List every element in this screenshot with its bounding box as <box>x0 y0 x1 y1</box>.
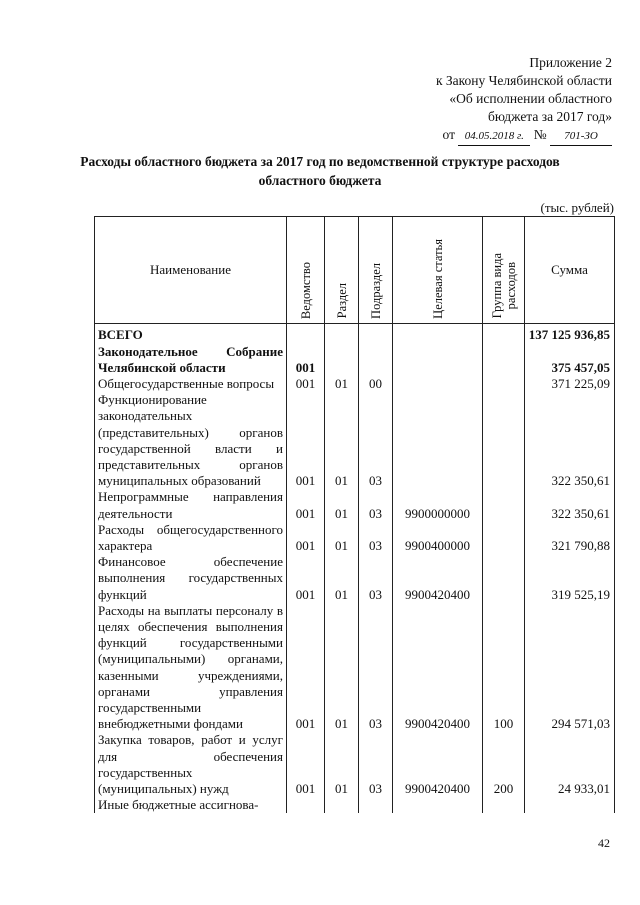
header-celevaya-statya: Целевая статья <box>393 217 483 324</box>
cell-ved: 001 <box>287 392 325 489</box>
header-razdel: Раздел <box>325 217 359 324</box>
cell-cs <box>393 376 483 392</box>
table-row <box>95 489 615 521</box>
from-label: от <box>442 127 455 142</box>
number-label: № <box>533 127 547 142</box>
cell-razd <box>325 797 359 813</box>
cell-sum: 371 225,09 <box>525 376 615 392</box>
appendix-line: Приложение 2 <box>529 55 612 70</box>
table-row <box>95 554 615 603</box>
appendix-line: бюджета за 2017 год» <box>488 109 612 124</box>
cell-razd: 01 <box>325 732 359 797</box>
law-date: 04.05.2018 г. <box>458 127 530 146</box>
cell-name: Расходы на выплаты персоналу в целях обеспечения выполнения функций государственными (муниципальными) органами, казенными учреждениями, органами управления государственными внебюджетными фондами <box>95 603 287 733</box>
cell-podr: 03 <box>359 392 393 489</box>
cell-podr: 03 <box>359 732 393 797</box>
cell-sum: 322 350,61 <box>525 489 615 521</box>
cell-podr: 03 <box>359 522 393 554</box>
cell-vr <box>483 376 525 392</box>
cell-sum: 321 790,88 <box>525 522 615 554</box>
cell-razd: 01 <box>325 522 359 554</box>
cell-vr <box>483 392 525 489</box>
table-row <box>95 603 615 733</box>
cell-sum: 319 525,19 <box>525 554 615 603</box>
cell-cs: 9900000000 <box>393 489 483 521</box>
cell-razd: 01 <box>325 554 359 603</box>
table-row <box>95 324 615 344</box>
cell-podr: 03 <box>359 554 393 603</box>
cell-cs <box>393 344 483 376</box>
cell-name: Иные бюджетные ассигнова- <box>95 797 287 813</box>
cell-cs <box>393 324 483 344</box>
cell-ved: 001 <box>287 603 325 733</box>
cell-name: Непрограммные направления деятельности <box>95 489 287 521</box>
cell-vr: 200 <box>483 732 525 797</box>
header-name: Наименование <box>95 217 287 324</box>
cell-razd: 01 <box>325 392 359 489</box>
cell-name: Закупка товаров, работ и услуг для обеспечения государственных (муниципальных) нужд <box>95 732 287 797</box>
cell-vr: 100 <box>483 603 525 733</box>
cell-sum: 294 571,03 <box>525 603 615 733</box>
table-row <box>95 797 615 813</box>
cell-vr <box>483 324 525 344</box>
cell-ved <box>287 324 325 344</box>
cell-cs: 9900420400 <box>393 732 483 797</box>
cell-name: Общегосударственные вопросы <box>95 376 287 392</box>
table-row <box>95 522 615 554</box>
cell-ved: 001 <box>287 554 325 603</box>
header-summa: Сумма <box>525 217 615 324</box>
cell-cs: 9900420400 <box>393 554 483 603</box>
cell-vr <box>483 797 525 813</box>
cell-name: Финансовое обеспечение выполнения государственных функций <box>95 554 287 603</box>
cell-ved: 001 <box>287 522 325 554</box>
table-row <box>95 392 615 489</box>
cell-razd <box>325 344 359 376</box>
cell-podr <box>359 797 393 813</box>
cell-name: Расходы общегосударственного характера <box>95 522 287 554</box>
cell-vr <box>483 344 525 376</box>
cell-name: Функционирование законодательных (представительных) органов государственной власти и представительных органов муниципальных образований <box>95 392 287 489</box>
law-signature-line <box>436 126 612 146</box>
units-label: (тыс. рублей) <box>540 200 614 215</box>
table-row <box>95 732 615 797</box>
cell-cs: 9900400000 <box>393 522 483 554</box>
page-title <box>70 152 570 190</box>
cell-ved: 001 <box>287 732 325 797</box>
cell-podr <box>359 344 393 376</box>
cell-ved: 001 <box>287 376 325 392</box>
title-line: областного бюджета <box>258 173 382 188</box>
cell-sum: 375 457,05 <box>525 344 615 376</box>
cell-name: Законодательное Собрание Челябинской области <box>95 344 287 376</box>
cell-ved: 001 <box>287 344 325 376</box>
table-row <box>95 376 615 392</box>
cell-name: ВСЕГО <box>95 324 287 344</box>
appendix-block <box>436 54 612 146</box>
cell-vr <box>483 554 525 603</box>
cell-cs <box>393 392 483 489</box>
appendix-line: к Закону Челябинской области <box>435 73 612 88</box>
cell-podr: 00 <box>359 376 393 392</box>
cell-podr <box>359 324 393 344</box>
cell-ved <box>287 797 325 813</box>
cell-podr: 03 <box>359 489 393 521</box>
header-vedomstvo: Ведомство <box>287 217 325 324</box>
page-number: 42 <box>598 836 610 850</box>
law-number: 701-ЗО <box>550 127 612 146</box>
cell-razd <box>325 324 359 344</box>
appendix-line: «Об исполнении областного <box>449 91 612 106</box>
cell-vr <box>483 489 525 521</box>
cell-ved: 001 <box>287 489 325 521</box>
header-podrazdel: Подраздел <box>359 217 393 324</box>
table-row <box>95 344 615 376</box>
cell-sum: 24 933,01 <box>525 732 615 797</box>
expenditure-table <box>94 216 615 813</box>
cell-sum <box>525 797 615 813</box>
cell-cs <box>393 797 483 813</box>
header-gruppa-vida-rashodov: Группа вида расходов <box>483 217 525 324</box>
cell-razd: 01 <box>325 376 359 392</box>
table-header-row <box>95 217 615 324</box>
cell-sum: 322 350,61 <box>525 392 615 489</box>
title-line: Расходы областного бюджета за 2017 год по ведомственной структуре расходов <box>80 154 560 169</box>
cell-razd: 01 <box>325 489 359 521</box>
cell-cs: 9900420400 <box>393 603 483 733</box>
cell-sum: 137 125 936,85 <box>525 324 615 344</box>
cell-vr <box>483 522 525 554</box>
cell-razd: 01 <box>325 603 359 733</box>
cell-podr: 03 <box>359 603 393 733</box>
